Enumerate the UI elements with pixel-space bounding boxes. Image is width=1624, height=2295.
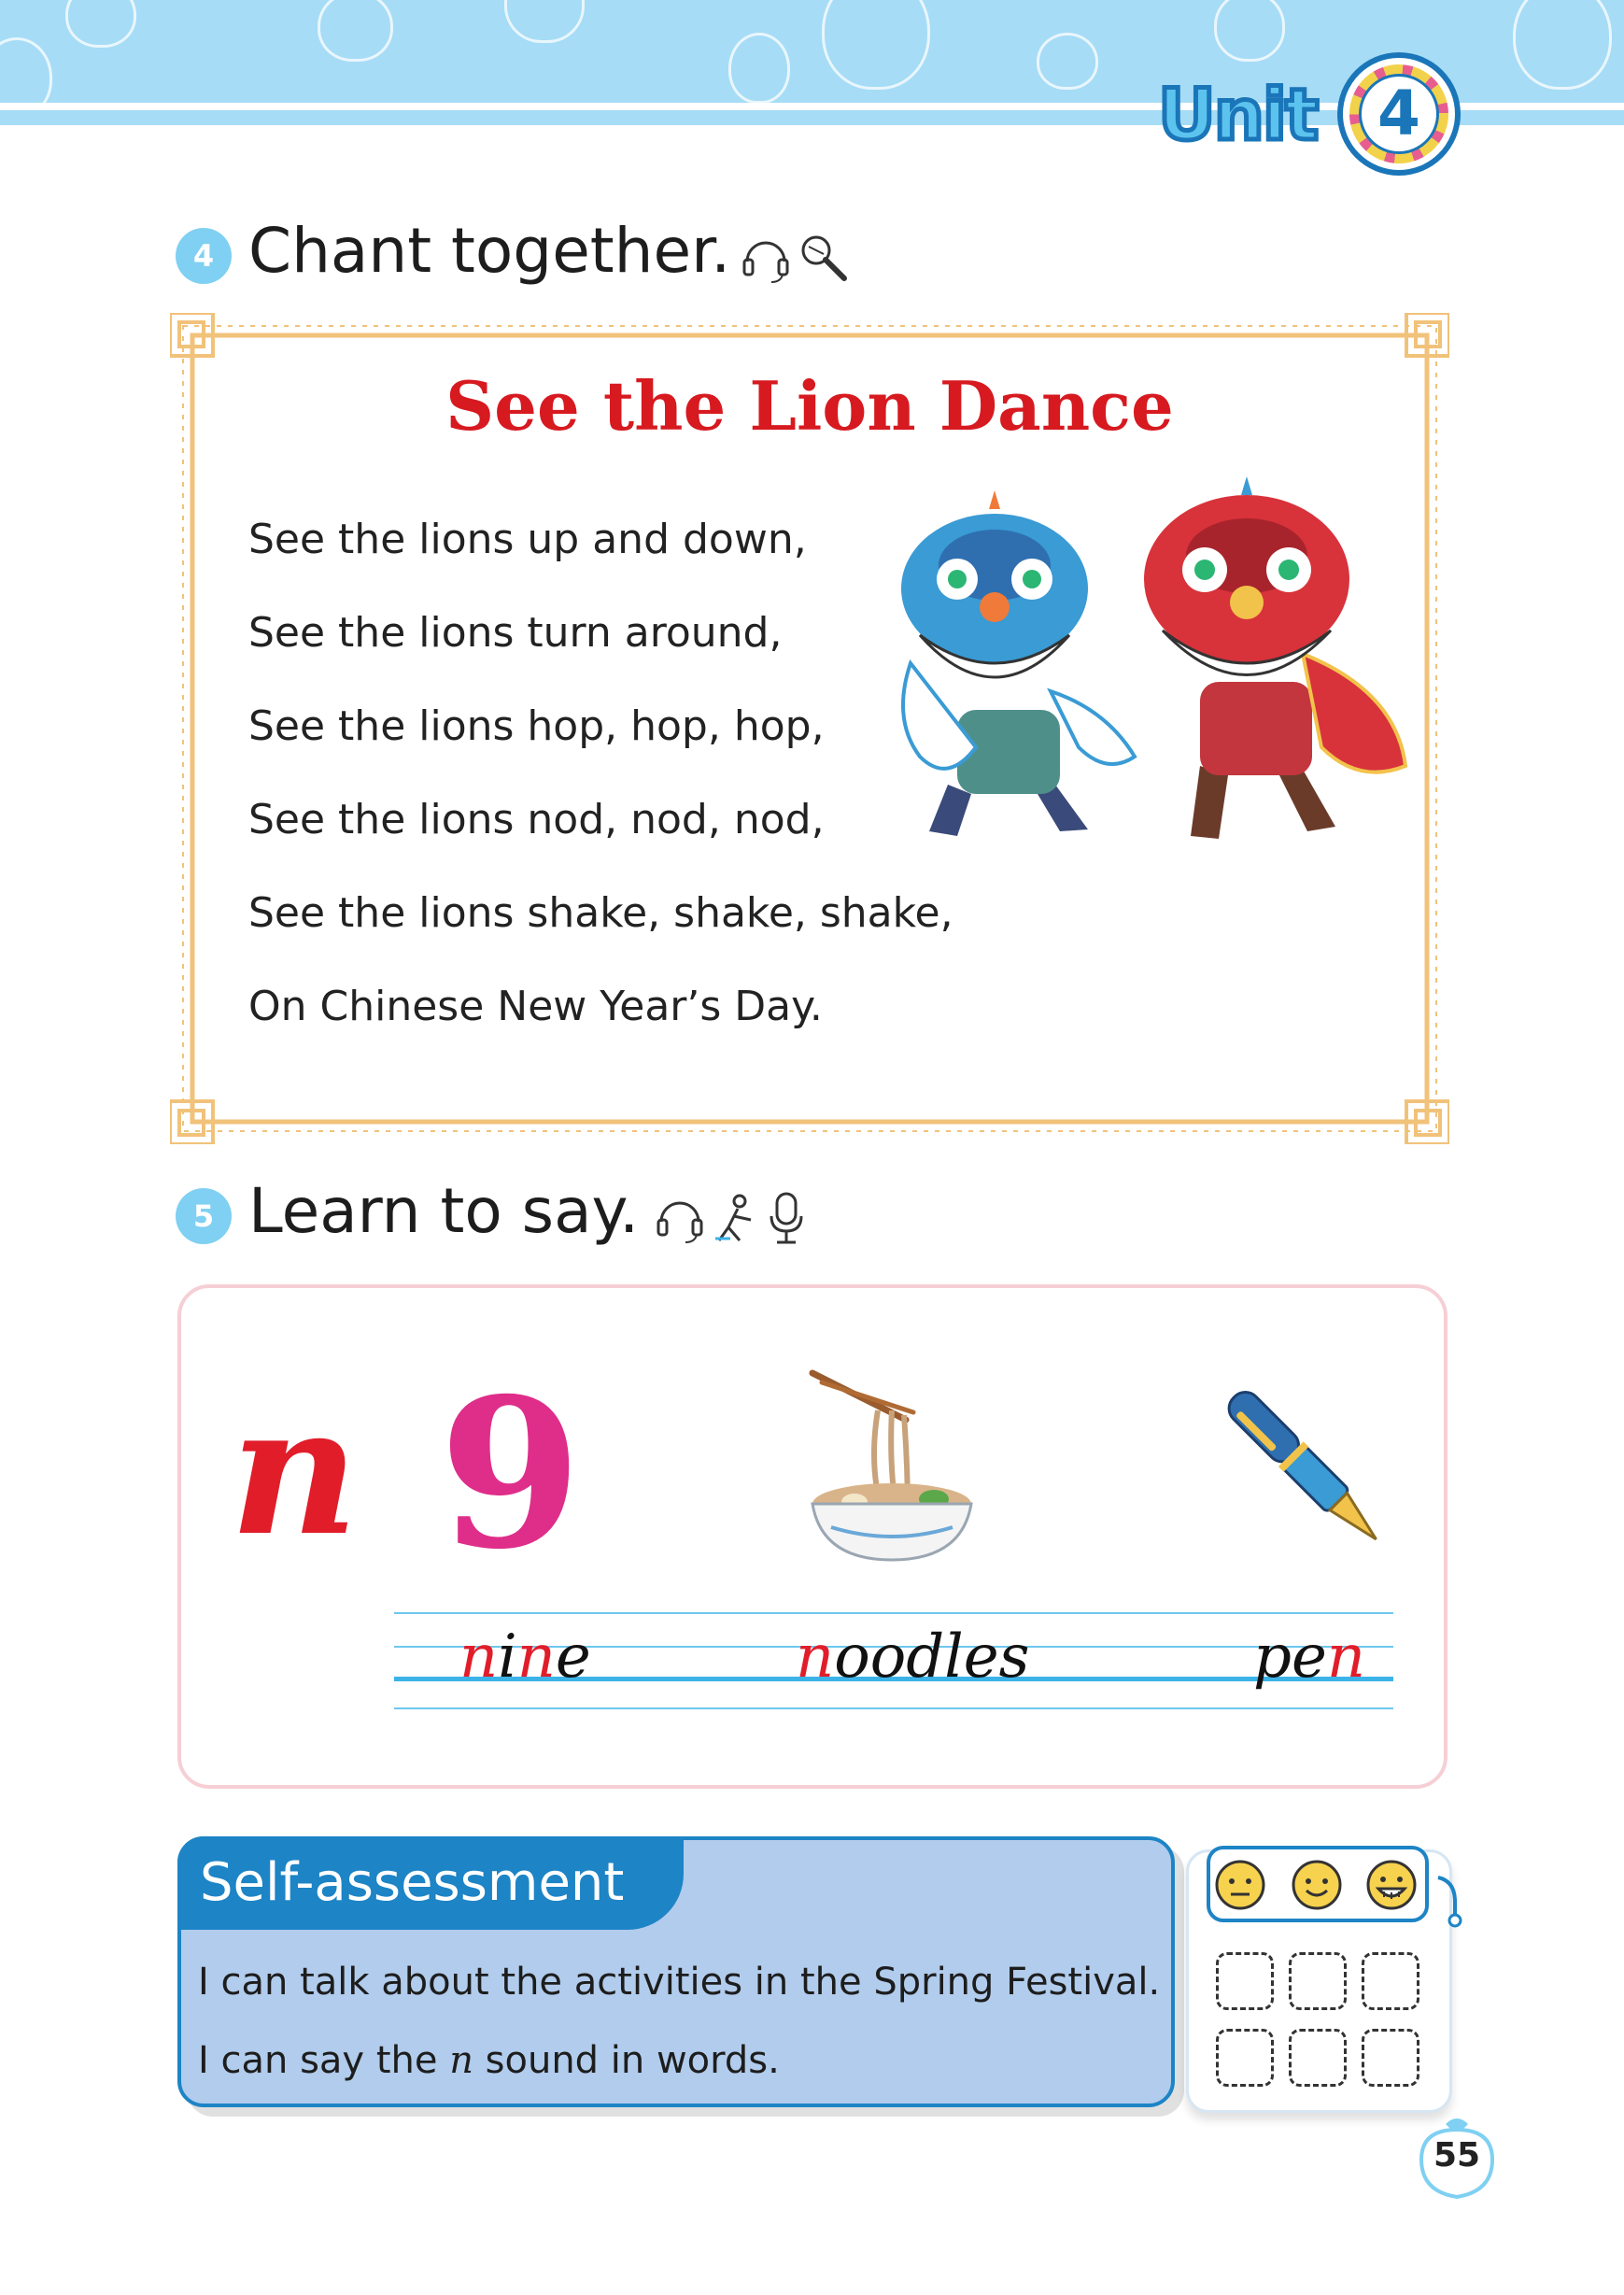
- chant-line: See the lions shake, shake, shake,: [248, 889, 953, 937]
- rating-checkbox[interactable]: [1216, 2029, 1274, 2087]
- section-number-5: 5: [176, 1188, 232, 1244]
- fountain-pen-icon: [1209, 1378, 1405, 1574]
- microphone-icon[interactable]: [766, 1190, 807, 1246]
- word-pen: pen: [1253, 1622, 1366, 1692]
- guide-line-bottom: [394, 1707, 1393, 1709]
- pointing-icon[interactable]: [712, 1192, 758, 1244]
- target-letter: n: [230, 1367, 360, 1575]
- chant-line: On Chinese New Year’s Day.: [248, 983, 823, 1030]
- rating-tab-hook: [1434, 1874, 1462, 1930]
- headphones-icon[interactable]: [740, 232, 792, 284]
- chant-line: See the lions turn around,: [248, 609, 783, 657]
- rating-checkbox[interactable]: [1362, 1952, 1419, 2010]
- rating-checkbox[interactable]: [1362, 2029, 1419, 2087]
- chant-title: See the Lion Dance: [445, 366, 1174, 446]
- headphones-icon[interactable]: [654, 1192, 706, 1244]
- chant-line: See the lions nod, nod, nod,: [248, 796, 825, 843]
- noodles-bowl-icon: [803, 1364, 981, 1565]
- grin-face-icon: [1365, 1859, 1418, 1911]
- magnifier-icon[interactable]: [796, 232, 852, 284]
- rating-checkbox[interactable]: [1289, 1952, 1347, 2010]
- unit-number: 4: [1377, 78, 1420, 149]
- word-nine: nine: [459, 1622, 591, 1692]
- page-number: 55: [1433, 2136, 1481, 2175]
- smile-face-icon: [1291, 1859, 1343, 1911]
- chant-line: See the lions up and down,: [248, 516, 807, 563]
- word-noodles: noodles: [796, 1622, 1030, 1692]
- self-assessment-title: Self-assessment: [200, 1852, 625, 1913]
- rating-checkbox[interactable]: [1289, 2029, 1347, 2087]
- assessment-statement: I can say the n sound in words.: [198, 2039, 780, 2082]
- rating-checkbox[interactable]: [1216, 1952, 1274, 2010]
- unit-label: Unit: [1158, 73, 1318, 156]
- chant-line: See the lions hop, hop, hop,: [248, 702, 825, 750]
- section-number-4: 4: [176, 228, 232, 284]
- section-title-chant: Chant together.: [248, 215, 731, 287]
- assessment-statement: I can talk about the activities in the Spring Festival.: [198, 1961, 1161, 2004]
- guide-line-top: [394, 1612, 1393, 1614]
- number-nine: 9: [439, 1353, 583, 1594]
- neutral-face-icon: [1214, 1859, 1266, 1911]
- section-title-learn: Learn to say.: [248, 1175, 640, 1247]
- lion-dance-illustration: [892, 476, 1415, 869]
